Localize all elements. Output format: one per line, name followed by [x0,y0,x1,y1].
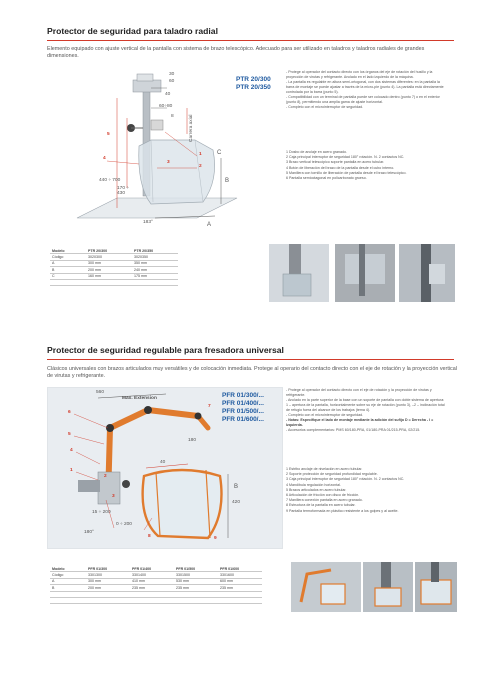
dim-180-deg: 180° [84,530,94,535]
table-cell: 240 mm [132,267,178,273]
table-cell [218,597,262,603]
table-cell: 3020300 [86,254,132,260]
table-cell: 3301600 [218,572,262,578]
feature-item: - Completo con el microinterruptor de seguridad. [286,412,364,417]
section1-intro: Elemento equipado con ajuste vertical de la pantalla con sistema de brazo telescópico. Adecuado para ser utilizado en taladros y taladros radiales de grandes dimensiones. [47,46,425,59]
dim-30: 30 [169,72,175,77]
table-cell: Código [50,572,86,578]
callout-7: 7 [208,404,211,409]
feature-item: - Anclado en la parte superior de la base con un soporte de pantalla con doble sistema de apertura: 1 – apertura de la pantalla, horizontalmente sobre su eje de rotación (punto 3), –2 – inclinación total de refugio fuera del alcance de los trabajos (tema 4). [286,397,445,412]
section1-parts [286,150,446,181]
table-cell: Modelo [50,566,86,572]
table-cell: 235 mm [174,585,218,591]
dim-40: 40 [165,92,171,97]
section2-title: Protector de seguridad regulable para fresadora universal [47,345,284,355]
table-cell [130,597,174,603]
dim-560: 560 [96,390,105,395]
table-cell: PFR 01/400 [130,566,174,572]
table-cell: 3301400 [130,572,174,578]
dim-A: A [207,222,212,228]
part-item: 3 Caja principal interruptor de seguridad 180° rotación. N. 2 contactos NC. [286,477,405,482]
feature-item: - Completo con el microinterruptor de seguridad. [286,104,364,109]
section1-photo-2 [335,244,395,302]
model-pfr-600: PFR 01/600/... [222,416,264,423]
dim-B: B [225,178,230,184]
model-ptr-350: PTR 20/350 [236,84,271,91]
dim-B: B [234,484,239,490]
table-cell: A [50,578,86,584]
section1-figure [47,68,267,236]
table-cell [86,597,130,603]
table-cell: B [50,267,86,273]
table-cell: Código [50,254,86,260]
table-cell: 350 mm [132,260,178,266]
part-item: 4 Botón de liberación del brazo de la pantalla desde el cubo interno. [286,165,395,170]
table-cell: 3301500 [174,572,218,578]
model-pfr-300: PFR 01/300/... [222,392,264,399]
table-cell: Modelo [50,248,86,254]
table-cell: PFR 01/500 [174,566,218,572]
part-item: 1 Dosbo de anclaje en acero granado. [286,150,347,154]
table-cell: 200 mm [86,267,132,273]
part-item: 2 Soporte protección de seguridad profundidad regulable. [286,472,378,477]
table-cell: B [50,585,86,591]
section2-photo-3 [415,562,457,612]
callout-4: 4 [70,448,73,453]
part-item: 4 Mandíbula regulación horizontal. [286,482,341,487]
part-item: 6 Pantalla semioctagonal en policarbonato grueso. [286,175,367,180]
table-cell [50,279,86,285]
table-cell: PFR 01/600 [218,566,262,572]
part-item: 3 Brazo vertical telescópico soporte pantalla en acero tubular. [286,160,385,165]
note-item: - Notas: Especifique el lado de montaje mediante la adición del sufijo D = Derecha - I = Izquierda. [286,417,434,427]
callout-5: 5 [68,432,71,437]
table-cell: C [50,273,86,279]
part-item: 2 Caja principal interruptor de seguridad 180° rotación. N. 2 contactos NC. [286,155,405,160]
callout-3: 3 [112,494,115,499]
table-cell: 235 mm [130,585,174,591]
dim-180: 180 [188,438,197,443]
section2-spec-table [50,566,262,604]
table-cell: PTR 20/300 [86,248,132,254]
part-item: 8 Estructura de la pantalla en acero tubular. [286,503,356,508]
section2-photo-2 [363,562,413,612]
dim-0-200: 0 ÷ 200 [116,522,132,527]
table-cell: 300 mm [86,260,132,266]
table-cell: 530 mm [174,578,218,584]
feature-item: - Protege al operador del contacto directo con el eje de rotación y la proyección de virutas y refrigerante. [286,388,432,397]
callout-4: 4 [103,156,106,161]
section1-photo-3 [399,244,455,302]
table-cell: 175 mm [132,273,178,279]
table-cell: PFR 01/300 [86,566,130,572]
dim-40: 40 [160,460,166,465]
dim-183: 183° [143,220,153,225]
feature-item: - Protege al operador del contacto directo con los órganos del eje de rotación del husillo y la proyección de virutas y refrigerante. Anclado en el lado izquierdo de la máquina. [286,70,433,79]
section2-intro: Clásicos universales con brazos articulados muy versátiles y de colocación inmediata. Protege al operario del contacto directo con el eje de rotación y la proyección vertical de virutas y refrigerante. [47,366,457,379]
table-cell [50,597,86,603]
dim-60: 60 [169,79,175,84]
table-cell: 200 mm [86,585,130,591]
table-cell: 160 mm [86,273,132,279]
model-pfr-500: PFR 01/500/... [222,408,264,415]
part-item: 1 Estribo anclaje de nivelación en acero tubular. [286,467,363,471]
table-row [50,279,178,285]
section2-models [222,392,264,424]
callout-2: 2 [104,474,107,479]
table-cell: 3020350 [132,254,178,260]
dim-15-200: 15 ÷ 200 [92,510,111,515]
callout-2: 2 [199,164,202,169]
callout-8: 8 [148,534,151,539]
dim-440-700: 440 ÷ 700 [99,178,121,183]
dim-420: 420 [232,500,241,505]
section1-divider [47,40,454,41]
table-cell: 600 mm [218,578,262,584]
table-cell [132,279,178,285]
section2-parts [286,467,446,514]
dim-8: 8 [171,114,174,119]
model-pfr-400: PFR 01/400/... [222,400,264,407]
callout-5: 5 [107,132,110,137]
section2-features [286,388,446,433]
table-cell: A [50,260,86,266]
part-item: 9 Pantalla termoformada en plástico resistente a los golpes y al aceite. [286,508,399,513]
section1-spec-table [50,248,178,286]
callout-3: 3 [167,160,170,165]
part-item: 5 Brazos articulados en acero tubular. [286,487,347,492]
callout-6: 6 [68,410,71,415]
section1-models [236,76,271,92]
max-extension-label: Max. Extension [122,396,157,401]
part-item: 6 Articulación de fricción con disco de fricción. [286,492,360,497]
table-cell: 300 mm [86,578,130,584]
table-cell: 410 mm [130,578,174,584]
dim-170-430: 170 ÷ 430 [117,186,129,196]
callout-9: 9 [214,536,217,541]
table-cell: 3301300 [86,572,130,578]
axial-stroke-label: Carrera axial [189,114,194,142]
part-item: 5 Manillera con tornillo de liberación de pantalla desde el brazo telescópico. [286,170,407,175]
dim-C: C [217,150,222,156]
model-ptr-300: PTR 20/300 [236,76,271,83]
table-row [50,597,262,603]
section2-divider [47,359,454,360]
feature-item: - Compatibilidad con un terminal de pantalla puede ser colocado dentro (punto 7) o en el exterior (punto 8), permitiendo una amplia gama de ajuste horizontal. [286,94,440,104]
section1-title: Protector de seguridad para taladro radial [47,26,218,36]
part-item: 7 Manillera conexión pantalla en acero granado. [286,498,363,503]
drill-guard-drawing [47,68,267,236]
dim-60-80: 60÷80 [159,104,173,109]
note-item: - Accesorios complementarios: PMS 60/180-PRA, 01/180-PRA 01/215-PRA, 02/215. [286,427,421,432]
section1-photo-1 [269,244,329,302]
section1-features [286,70,446,110]
callout-1: 1 [199,152,202,157]
table-cell: 235 mm [218,585,262,591]
feature-item: - La pantalla es regulable en altura semi-ortogonal, con dos sistemas diferentes: en la pantalla la barra de montaje se puede ajustar a través de la micro-pie (punto 4). La pantalla está directamente controlada por la barra (punto 5). [286,79,444,94]
section2-photo-1 [291,562,361,612]
table-cell: PTR 20/350 [132,248,178,254]
callout-1: 1 [70,468,73,473]
table-cell [86,279,132,285]
table-cell [174,597,218,603]
